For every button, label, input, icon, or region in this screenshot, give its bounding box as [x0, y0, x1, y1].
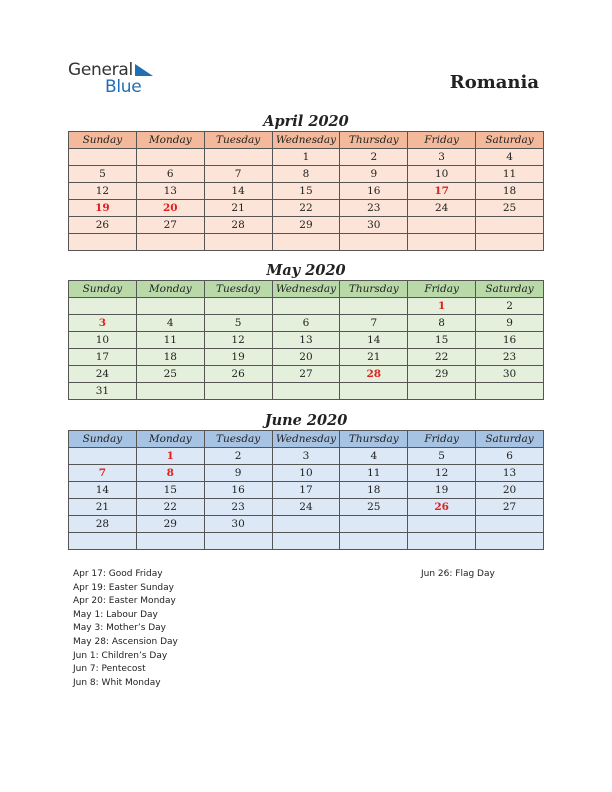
week-row: [69, 482, 544, 499]
week-row: [69, 298, 544, 315]
day-cell: [136, 234, 204, 251]
day-cell: [136, 298, 204, 315]
week-row: [69, 200, 544, 217]
day-cell: 7: [340, 315, 408, 332]
day-cell: 13: [272, 332, 340, 349]
day-cell: [272, 234, 340, 251]
day-cell: 29: [272, 217, 340, 234]
day-cell: 19: [204, 349, 272, 366]
week-row: [69, 166, 544, 183]
day-cell: 29: [408, 366, 476, 383]
day-cell: 26: [204, 366, 272, 383]
week-row: [69, 183, 544, 200]
day-cell: 27: [476, 499, 544, 516]
week-row: [69, 149, 544, 166]
day-cell: [476, 533, 544, 550]
holiday-list-2: [421, 568, 495, 582]
day-cell: 24: [408, 200, 476, 217]
holiday-item: Jun 26: Flag Day: [421, 569, 495, 579]
day-cell: 26: [69, 217, 137, 234]
day-cell: 6: [136, 166, 204, 183]
holiday-list: [73, 568, 178, 690]
day-cell: 30: [340, 217, 408, 234]
holiday-item: Jun 7: Pentecost: [73, 664, 146, 675]
day-cell: 26: [408, 499, 476, 516]
weekday-header: Monday: [136, 431, 204, 448]
holiday-item: May 1: Labour Day: [73, 609, 158, 620]
country-title: Romania: [449, 72, 539, 93]
weekday-header: Saturday: [476, 431, 544, 448]
month-title: June 2020: [264, 412, 348, 429]
day-cell: 17: [69, 349, 137, 366]
day-cell: 21: [204, 200, 272, 217]
day-cell: [340, 516, 408, 533]
day-cell: 27: [272, 366, 340, 383]
day-cell: 28: [340, 366, 408, 383]
day-cell: [408, 234, 476, 251]
day-cell: [272, 383, 340, 400]
day-cell: 16: [204, 482, 272, 499]
logo-word-general: General: [68, 60, 133, 80]
day-cell: 8: [272, 166, 340, 183]
day-cell: 14: [204, 183, 272, 200]
calendar-table: [68, 131, 544, 251]
weekday-header: Wednesday: [272, 132, 340, 149]
day-cell: 11: [136, 332, 204, 349]
day-cell: [204, 234, 272, 251]
holiday-item: Jun 1: Children’s Day: [73, 650, 168, 661]
holiday-item: May 3: Mother’s Day: [73, 623, 167, 634]
day-cell: 22: [408, 349, 476, 366]
week-row: [69, 516, 544, 533]
weekday-header-row: [69, 132, 544, 149]
day-cell: 5: [69, 166, 137, 183]
day-cell: 24: [272, 499, 340, 516]
day-cell: [69, 533, 137, 550]
day-cell: 22: [136, 499, 204, 516]
day-cell: 11: [476, 166, 544, 183]
weekday-header: Thursday: [340, 281, 408, 298]
day-cell: 28: [204, 217, 272, 234]
day-cell: [340, 298, 408, 315]
day-cell: 8: [408, 315, 476, 332]
weekday-header: Friday: [408, 281, 476, 298]
day-cell: 16: [476, 332, 544, 349]
day-cell: [340, 533, 408, 550]
weekday-header: Tuesday: [204, 281, 272, 298]
day-cell: 30: [204, 516, 272, 533]
day-cell: 20: [476, 482, 544, 499]
weekday-header: Monday: [136, 281, 204, 298]
day-cell: 6: [272, 315, 340, 332]
day-cell: 25: [340, 499, 408, 516]
day-cell: 21: [69, 499, 137, 516]
day-cell: 23: [204, 499, 272, 516]
day-cell: [476, 234, 544, 251]
day-cell: 4: [340, 448, 408, 465]
week-row: [69, 499, 544, 516]
day-cell: 8: [136, 465, 204, 482]
day-cell: 23: [340, 200, 408, 217]
day-cell: 2: [340, 149, 408, 166]
calendar-table: [68, 280, 544, 400]
month-title: April 2020: [263, 113, 349, 130]
day-cell: 21: [340, 349, 408, 366]
day-cell: 17: [272, 482, 340, 499]
logo-flag-icon: [135, 64, 153, 78]
holiday-item: Apr 19: Easter Sunday: [73, 582, 174, 593]
holiday-item: Apr 17: Good Friday: [73, 569, 163, 579]
week-row: [69, 465, 544, 482]
day-cell: 6: [476, 448, 544, 465]
month-may: [68, 261, 544, 400]
day-cell: [408, 217, 476, 234]
day-cell: [204, 383, 272, 400]
week-row: [69, 349, 544, 366]
logo-word-blue: Blue: [105, 77, 142, 97]
weekday-header: Tuesday: [204, 431, 272, 448]
day-cell: 27: [136, 217, 204, 234]
day-cell: 24: [69, 366, 137, 383]
day-cell: 13: [136, 183, 204, 200]
week-row: [69, 217, 544, 234]
week-row: [69, 383, 544, 400]
day-cell: 9: [340, 166, 408, 183]
day-cell: 15: [272, 183, 340, 200]
day-cell: 1: [136, 448, 204, 465]
day-cell: 3: [408, 149, 476, 166]
day-cell: [204, 149, 272, 166]
day-cell: [476, 516, 544, 533]
day-cell: 30: [476, 366, 544, 383]
day-cell: 2: [204, 448, 272, 465]
week-row: [69, 448, 544, 465]
day-cell: 15: [408, 332, 476, 349]
day-cell: 18: [340, 482, 408, 499]
day-cell: [408, 516, 476, 533]
weekday-header-row: [69, 281, 544, 298]
day-cell: 1: [408, 298, 476, 315]
day-cell: 29: [136, 516, 204, 533]
calendar-table: [68, 430, 544, 550]
day-cell: 16: [340, 183, 408, 200]
week-row: [69, 315, 544, 332]
day-cell: 14: [340, 332, 408, 349]
day-cell: [69, 298, 137, 315]
weekday-header: Thursday: [340, 431, 408, 448]
day-cell: 23: [476, 349, 544, 366]
weekday-header-row: [69, 431, 544, 448]
day-cell: [204, 298, 272, 315]
week-row: [69, 533, 544, 550]
day-cell: 28: [69, 516, 137, 533]
weekday-header: Saturday: [476, 281, 544, 298]
day-cell: [69, 234, 137, 251]
week-row: [69, 234, 544, 251]
day-cell: 4: [476, 149, 544, 166]
day-cell: 19: [69, 200, 137, 217]
holiday-item: May 28: Ascension Day: [73, 636, 178, 647]
day-cell: 4: [136, 315, 204, 332]
day-cell: 7: [69, 465, 137, 482]
month-april: [68, 112, 544, 251]
day-cell: 9: [204, 465, 272, 482]
day-cell: 9: [476, 315, 544, 332]
month-june: [68, 411, 544, 550]
day-cell: [272, 533, 340, 550]
holiday-item: Apr 20: Easter Monday: [73, 596, 176, 607]
day-cell: [476, 383, 544, 400]
day-cell: 10: [408, 166, 476, 183]
day-cell: [69, 448, 137, 465]
week-row: [69, 366, 544, 383]
day-cell: [204, 533, 272, 550]
day-cell: 5: [408, 448, 476, 465]
weekday-header: Friday: [408, 132, 476, 149]
weekday-header: Wednesday: [272, 431, 340, 448]
weekday-header: Sunday: [69, 281, 137, 298]
day-cell: [340, 234, 408, 251]
day-cell: 19: [408, 482, 476, 499]
day-cell: 3: [272, 448, 340, 465]
day-cell: 3: [69, 315, 137, 332]
day-cell: [136, 383, 204, 400]
day-cell: 11: [340, 465, 408, 482]
day-cell: [272, 298, 340, 315]
day-cell: [408, 533, 476, 550]
day-cell: [136, 149, 204, 166]
weekday-header: Thursday: [340, 132, 408, 149]
weekday-header: Sunday: [69, 132, 137, 149]
day-cell: 7: [204, 166, 272, 183]
weekday-header: Saturday: [476, 132, 544, 149]
day-cell: 10: [69, 332, 137, 349]
day-cell: [136, 533, 204, 550]
day-cell: 13: [476, 465, 544, 482]
weekday-header: Sunday: [69, 431, 137, 448]
weekday-header: Monday: [136, 132, 204, 149]
day-cell: 14: [69, 482, 137, 499]
day-cell: 5: [204, 315, 272, 332]
day-cell: [408, 383, 476, 400]
day-cell: [69, 149, 137, 166]
day-cell: 20: [272, 349, 340, 366]
weekday-header: Wednesday: [272, 281, 340, 298]
day-cell: 25: [136, 366, 204, 383]
day-cell: 18: [136, 349, 204, 366]
day-cell: 2: [476, 298, 544, 315]
weekday-header: Friday: [408, 431, 476, 448]
day-cell: 17: [408, 183, 476, 200]
day-cell: 25: [476, 200, 544, 217]
day-cell: 12: [408, 465, 476, 482]
day-cell: [272, 516, 340, 533]
day-cell: [476, 217, 544, 234]
day-cell: 15: [136, 482, 204, 499]
day-cell: 22: [272, 200, 340, 217]
day-cell: 31: [69, 383, 137, 400]
holiday-item: Jun 8: Whit Monday: [73, 677, 161, 688]
day-cell: [340, 383, 408, 400]
general-blue-logo: [68, 60, 168, 100]
week-row: [69, 332, 544, 349]
day-cell: 12: [204, 332, 272, 349]
day-cell: 20: [136, 200, 204, 217]
weekday-header: Tuesday: [204, 132, 272, 149]
month-title: May 2020: [266, 262, 346, 279]
day-cell: 1: [272, 149, 340, 166]
day-cell: 18: [476, 183, 544, 200]
day-cell: 12: [69, 183, 137, 200]
day-cell: 10: [272, 465, 340, 482]
